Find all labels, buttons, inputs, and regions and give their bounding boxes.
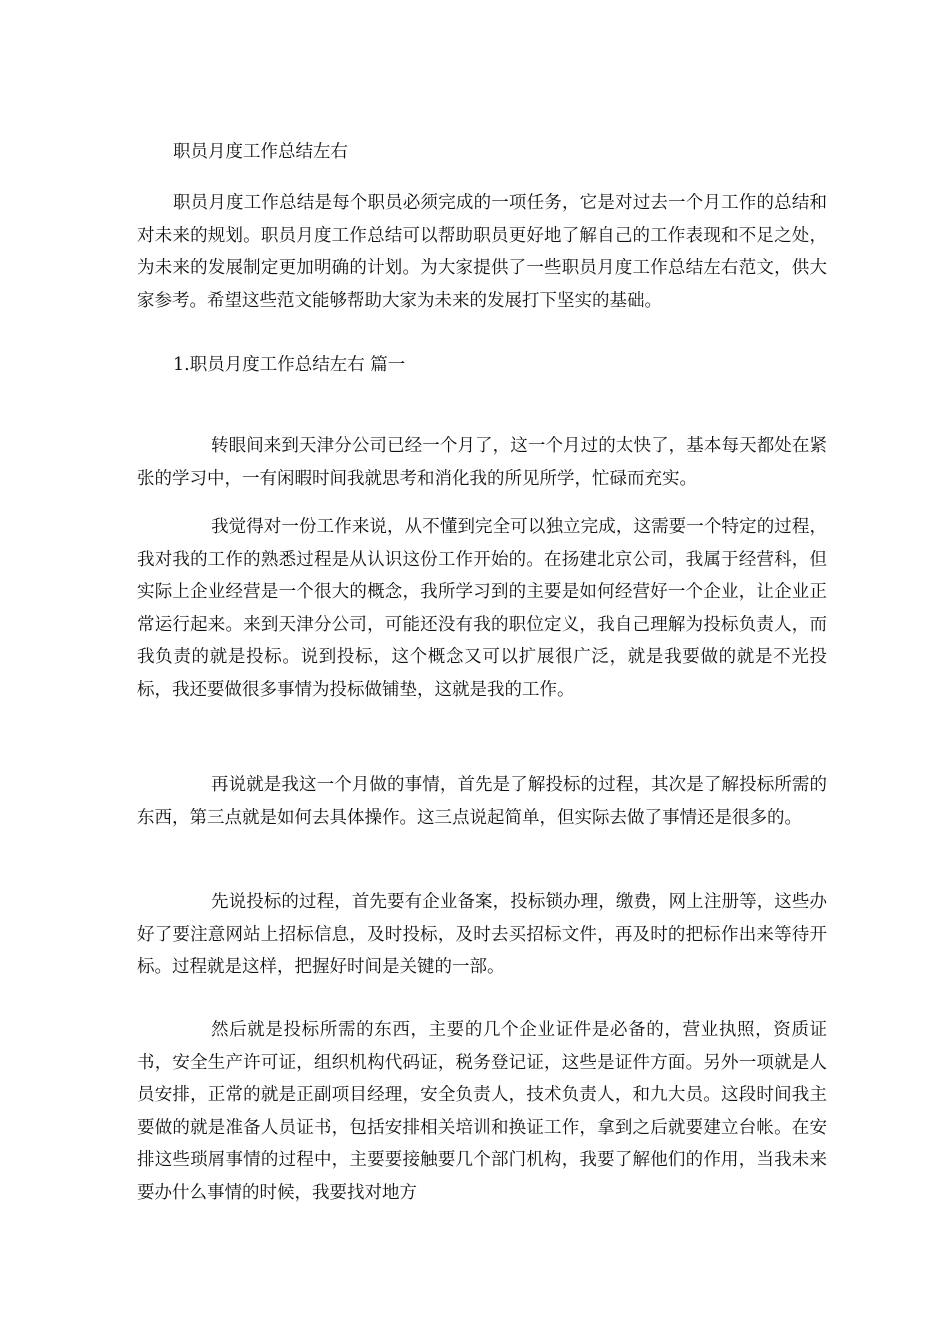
body-paragraph-5: 然后就是投标所需的东西，主要的几个企业证件是必备的，营业执照，资质证书，安全生产许可证，组织机构代码证，税务登记证，这些是证件方面。另外一项就是人员安排，正常的就是正副项目经理，安全负责人，技术负责人，和九大员。这段时间我主要做的就是准备人员证书，包括安排相关培训和换证工作，拿到之后就要建立台帐。在安排这些琐屑事情的过程中，主要要接触要几个部门机构，我要了解他们的作用，当我未来要办什么事情的时候，我要找对地方 [137, 1020, 827, 1203]
intro-paragraph: 职员月度工作总结是每个职员必须完成的一项任务，它是对过去一个月工作的总结和对未来的规划。职员月度工作总结可以帮助职员更好地了解自己的工作表现和不足之处，为未来的发展制定更加明确的计划。为大家提供了一些职员月度工作总结左右范文，供大家参考。希望这些范文能够帮助大家为未来的发展打下坚实的基础。 [137, 193, 827, 311]
body-paragraph-4: 先说投标的过程，首先要有企业备案，投标锁办理，缴费，网上注册等，这些办好了要注意网站上招标信息，及时投标，及时去买招标文件，再及时的把标作出来等待开标。过程就是这样，把握好时间是关键的一部。 [137, 892, 827, 978]
section-heading: 1.职员月度工作总结左右 篇一 [173, 355, 406, 375]
body-paragraph-3: 再说就是我这一个月做的事情，首先是了解投标的过程，其次是了解投标所需的东西，第三点就是如何去具体操作。这三点说起简单，但实际去做了事情还是很多的。 [137, 775, 827, 828]
body-paragraph-2: 我觉得对一份工作来说，从不懂到完全可以独立完成，这需要一个特定的过程，我对我的工作的熟悉过程是从认识这份工作开始的。在扬建北京公司，我属于经营科，但实际上企业经营是一个很大的概念，我所学习到的主要是如何经营好一个企业，让企业正常运行起来。来到天津分公司，可能还没有我的职位定义，我自己理解为投标负责人，而我负责的就是投标。说到投标，这个概念又可以扩展很广泛，就是我要做的就是不光投标，我还要做很多事情为投标做铺垫，这就是我的工作。 [137, 517, 827, 700]
document-title: 职员月度工作总结左右 [173, 142, 348, 162]
body-paragraph-1: 转眼间来到天津分公司已经一个月了，这一个月过的太快了，基本每天都处在紧张的学习中，一有闲暇时间我就思考和消化我的所见所学，忙碌而充实。 [137, 436, 827, 489]
